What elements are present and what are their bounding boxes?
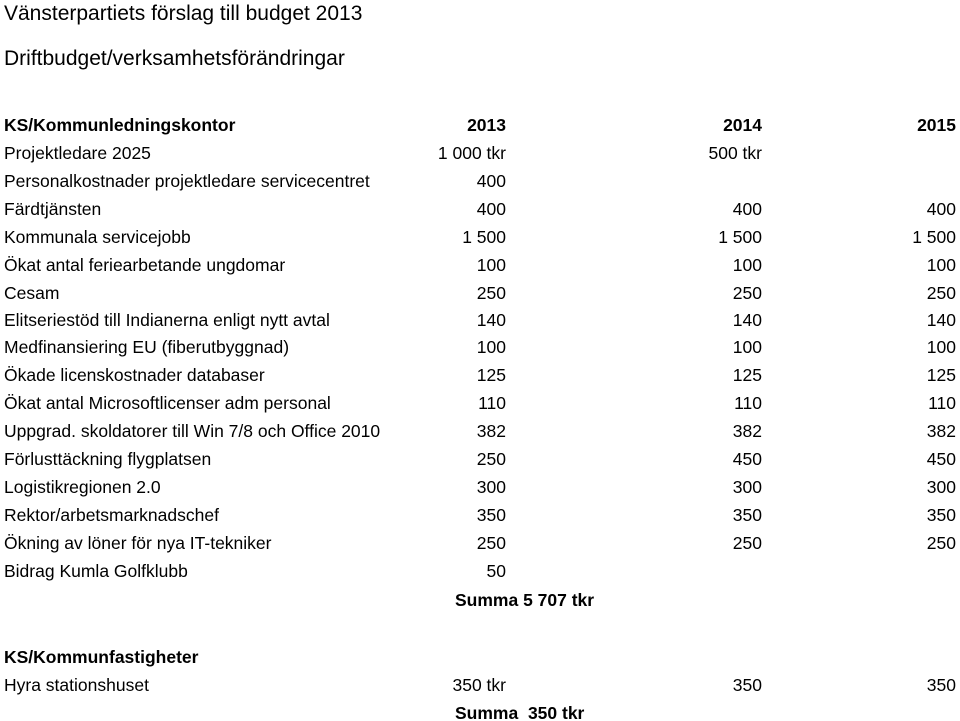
budget-row bbox=[0, 558, 960, 584]
row-label: Personalkostnader projektledare servicecentret bbox=[4, 171, 370, 191]
value-2015: 125 bbox=[926, 365, 956, 385]
row-label: Elitseriestöd till Indianerna enligt nytt avtal bbox=[4, 310, 330, 330]
value-2014: 100 bbox=[732, 337, 762, 357]
row-label: Medfinansiering EU (fiberutbyggnad) bbox=[4, 337, 290, 357]
row-label: Kommunala servicejobb bbox=[4, 227, 191, 247]
row-label: Bidrag Kumla Golfklubb bbox=[4, 561, 188, 581]
row-label: Förlusttäckning flygplatsen bbox=[4, 449, 212, 469]
budget-row bbox=[0, 168, 960, 194]
row-label: Ökning av löner för nya IT-tekniker bbox=[4, 533, 272, 553]
value-2014: 1 500 bbox=[718, 227, 762, 247]
column-header-2015: 2015 bbox=[917, 115, 956, 135]
value-2013: 400 bbox=[476, 199, 506, 219]
budget-row bbox=[0, 390, 960, 416]
value-2013: 110 bbox=[478, 393, 506, 413]
value-2013: 400 bbox=[476, 171, 506, 191]
value-2015: 140 bbox=[926, 310, 956, 330]
value-2013: 140 bbox=[476, 310, 506, 330]
row-label: Projektledare 2025 bbox=[4, 143, 151, 163]
budget-row bbox=[0, 252, 960, 278]
value-2014: 300 bbox=[732, 477, 762, 497]
section-heading: KS/Kommunledningskontor bbox=[4, 115, 236, 135]
value-2013: 350 bbox=[476, 505, 506, 525]
document-title: Vänsterpartiets förslag till budget 2013 bbox=[4, 2, 363, 25]
row-label: Logistikregionen 2.0 bbox=[4, 477, 161, 497]
value-2014: 350 bbox=[732, 505, 762, 525]
value-2014: 250 bbox=[732, 533, 762, 553]
row-label: Cesam bbox=[4, 283, 60, 303]
row-label: Hyra stationshuset bbox=[4, 675, 149, 695]
document-subtitle: Driftbudget/verksamhetsförändringar bbox=[4, 47, 345, 70]
row-label: Färdtjänsten bbox=[4, 199, 102, 219]
budget-row bbox=[0, 446, 960, 472]
value-2014: 100 bbox=[732, 255, 762, 275]
value-2013: 350 tkr bbox=[452, 675, 506, 695]
budget-row bbox=[0, 418, 960, 444]
value-2013: 300 bbox=[476, 477, 506, 497]
budget-row bbox=[0, 672, 960, 698]
value-2015: 350 bbox=[926, 675, 956, 695]
value-2015: 400 bbox=[926, 199, 956, 219]
value-2015: 450 bbox=[926, 449, 956, 469]
row-label: Ökade licenskostnader databaser bbox=[4, 365, 265, 385]
sum-row-ks bbox=[0, 587, 960, 613]
value-2015: 350 bbox=[926, 505, 956, 525]
value-2013: 50 bbox=[486, 561, 506, 581]
sum-text: Summa 350 tkr bbox=[455, 703, 585, 721]
value-2015: 100 bbox=[926, 255, 956, 275]
value-2014: 450 bbox=[732, 449, 762, 469]
value-2014: 110 bbox=[734, 393, 762, 413]
column-header-2014: 2014 bbox=[723, 115, 762, 135]
budget-row bbox=[0, 280, 960, 306]
value-2015: 250 bbox=[926, 283, 956, 303]
value-2015: 382 bbox=[926, 421, 956, 441]
budget-row bbox=[0, 196, 960, 222]
value-2014: 400 bbox=[732, 199, 762, 219]
value-2015: 250 bbox=[926, 533, 956, 553]
value-2013: 100 bbox=[476, 255, 506, 275]
value-2013: 250 bbox=[476, 283, 506, 303]
value-2013: 125 bbox=[476, 365, 506, 385]
budget-row bbox=[0, 140, 960, 166]
value-2014: 140 bbox=[732, 310, 762, 330]
section-heading: KS/Kommunfastigheter bbox=[4, 647, 199, 667]
row-label: Uppgrad. skoldatorer till Win 7/8 och Office 2010 bbox=[4, 421, 381, 441]
sum-row-kf bbox=[0, 700, 960, 721]
value-2015: 100 bbox=[926, 337, 956, 357]
value-2014: 125 bbox=[732, 365, 762, 385]
sum-text: Summa 5 707 tkr bbox=[455, 590, 595, 610]
value-2013: 250 bbox=[476, 449, 506, 469]
value-2013: 250 bbox=[476, 533, 506, 553]
value-2013: 1 500 bbox=[462, 227, 506, 247]
row-label: Rektor/arbetsmarknadschef bbox=[4, 505, 219, 525]
value-2013: 382 bbox=[476, 421, 506, 441]
section-header-kf bbox=[0, 644, 960, 670]
value-2014: 500 tkr bbox=[708, 143, 762, 163]
section-header-ks bbox=[0, 112, 960, 138]
column-header-2013: 2013 bbox=[467, 115, 506, 135]
row-label: Ökat antal Microsoftlicenser adm personal bbox=[4, 393, 331, 413]
row-label: Ökat antal feriearbetande ungdomar bbox=[4, 255, 286, 275]
budget-row bbox=[0, 224, 960, 250]
budget-row bbox=[0, 502, 960, 528]
value-2015: 1 500 bbox=[912, 227, 956, 247]
value-2013: 100 bbox=[476, 337, 506, 357]
budget-row bbox=[0, 307, 960, 333]
value-2014: 250 bbox=[732, 283, 762, 303]
budget-row bbox=[0, 362, 960, 388]
budget-row bbox=[0, 334, 960, 360]
value-2014: 382 bbox=[732, 421, 762, 441]
value-2015: 300 bbox=[926, 477, 956, 497]
budget-row bbox=[0, 530, 960, 556]
budget-row bbox=[0, 474, 960, 500]
value-2013: 1 000 tkr bbox=[437, 143, 506, 163]
value-2015: 110 bbox=[928, 393, 956, 413]
value-2014: 350 bbox=[732, 675, 762, 695]
